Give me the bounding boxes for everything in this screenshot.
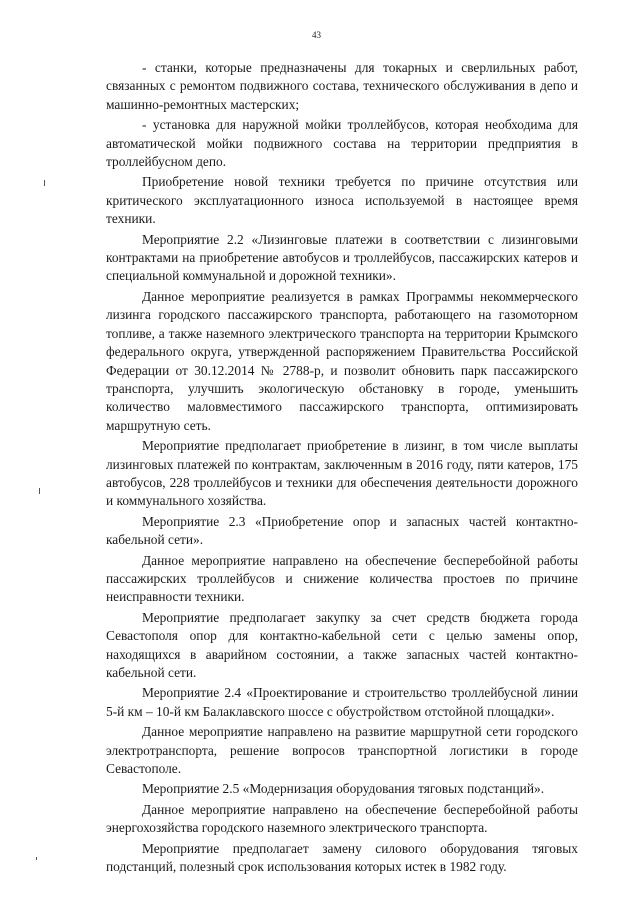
paragraph: Мероприятие 2.4 «Проектирование и строительство троллейбусной линии 5-й км – 10-й км Балаклавского шоссе с обустройством отстойной площадки».: [106, 685, 578, 719]
scan-margin-mark: [39, 488, 40, 494]
paragraph: Данное мероприятие направлено на развитие маршрутной сети городского электротранспорта, решение вопросов транспортной логистики в городе Севастополе.: [106, 724, 578, 777]
page-number: 43: [312, 30, 321, 40]
paragraph: Мероприятие предполагает приобретение в лизинг, в том числе выплаты лизинговых платежей по контрактам, заключенным в 2016 году, пяти катеров, 175 автобусов, 228 троллейбусов и техники для обеспечения деятельности дорожного и коммунального хозяйства.: [106, 438, 578, 509]
paragraph: - установка для наружной мойки троллейбусов, которая необходима для автоматической мойки подвижного состава на территории предприятия в троллейбусном депо.: [106, 117, 578, 170]
scan-margin-mark: [44, 180, 45, 186]
paragraph: Данное мероприятие реализуется в рамках Программы некоммерческого лизинга городского пассажирского транспорта, работающего на газомоторном топливе, а также наземного электрического транспорта на территории Крымского федерального округа, утвержденной распоряжением Правительства Российской Федерации от 30.12.2014 № 2788-р, и позволит обновить парк пассажирского транспорта, улучшить экологическую обстановку в городе, уменьшить количество маловместимого пассажирского транспорта, оптимизировать маршрутную сеть.: [106, 288, 578, 433]
paragraph: Приобретение новой техники требуется по причине отсутствия или критического эксплуатационного износа используемой в настоящее время техники.: [106, 174, 578, 227]
document-body: [106, 59, 578, 876]
paragraph: Мероприятие предполагает замену силового оборудования тяговых подстанций, полезный срок использования которых истек в 1982 году.: [106, 840, 578, 875]
paragraph: Мероприятие 2.2 «Лизинговые платежи в соответствии с лизинговыми контрактами на приобретение автобусов и троллейбусов, пассажирских катеров и специальной коммунальной и дорожной техники».: [106, 231, 578, 284]
paragraph: Мероприятие 2.5 «Модернизация оборудования тяговых подстанций».: [142, 781, 545, 797]
scan-margin-mark: [36, 857, 37, 860]
paragraph: Мероприятие предполагает закупку за счет средств бюджета города Севастополя опор для контактно-кабельной сети с целью замены опор, находящихся в аварийном состоянии, а также запасных частей контактно-кабельной сети.: [106, 609, 578, 680]
paragraph: - станки, которые предназначены для токарных и сверлильных работ, связанных с ремонтом подвижного состава, технического обслуживания в депо и машинно-ремонтных мастерских;: [106, 60, 578, 112]
paragraph: Данное мероприятие направлено на обеспечение бесперебойной работы пассажирских троллейбусов и снижение количества простоев по причине неисправности техники.: [106, 552, 578, 605]
paragraph: Данное мероприятие направлено на обеспечение бесперебойной работы энергохозяйства городского наземного электрического транспорта.: [106, 801, 578, 836]
paragraph: Мероприятие 2.3 «Приобретение опор и запасных частей контактно-кабельной сети».: [106, 513, 578, 548]
